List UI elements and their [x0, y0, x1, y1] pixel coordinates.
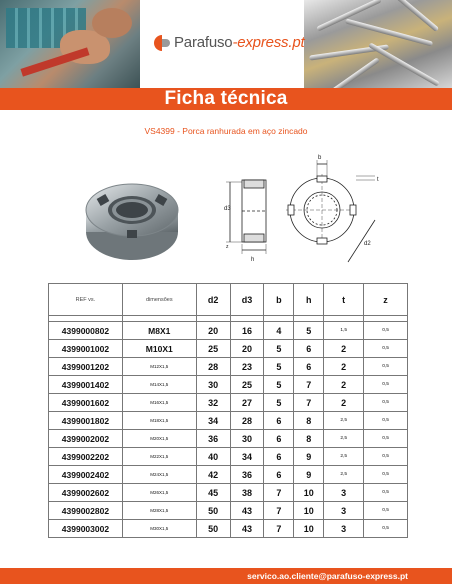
h-cell: 7 — [294, 376, 324, 394]
brand-logo — [154, 34, 304, 51]
d2-cell: 50 — [196, 520, 230, 538]
d3-cell: 20 — [230, 340, 264, 358]
d3-cell: 27 — [230, 394, 264, 412]
header-banner — [0, 0, 452, 88]
d3-cell: 34 — [230, 448, 264, 466]
b-cell: 5 — [264, 394, 294, 412]
brand-name: Parafuso — [174, 34, 233, 51]
z-cell: 0,5 — [364, 448, 408, 466]
dimension-cell: M14X1,5 — [122, 376, 196, 394]
technical-drawing — [220, 150, 390, 275]
t-cell: 2,5 — [324, 466, 364, 484]
footer-bar — [0, 568, 452, 584]
header-d2: d2 — [196, 284, 230, 316]
dimension-cell: M22X1,5 — [122, 448, 196, 466]
ref-cell: 4399003002 — [49, 520, 123, 538]
page-title: Ficha técnica — [164, 88, 288, 109]
t-cell: 3 — [324, 484, 364, 502]
d2-cell: 50 — [196, 502, 230, 520]
title-bar — [0, 88, 452, 110]
t-cell: 2 — [324, 340, 364, 358]
d3-cell: 25 — [230, 376, 264, 394]
z-cell: 0,5 — [364, 484, 408, 502]
t-cell: 2 — [324, 376, 364, 394]
b-cell: 5 — [264, 340, 294, 358]
b-cell: 7 — [264, 484, 294, 502]
t-cell: 2,5 — [324, 448, 364, 466]
table-row — [49, 358, 408, 376]
b-cell: 7 — [264, 520, 294, 538]
z-cell: 0,5 — [364, 394, 408, 412]
d2-cell: 34 — [196, 412, 230, 430]
t-cell: 2 — [324, 358, 364, 376]
d2-cell: 36 — [196, 430, 230, 448]
dimension-cell: M18X1,5 — [122, 412, 196, 430]
h-cell: 9 — [294, 448, 324, 466]
ref-cell: 4399000802 — [49, 322, 123, 340]
table-row — [49, 340, 408, 358]
b-cell: 5 — [264, 358, 294, 376]
z-cell: 0,5 — [364, 466, 408, 484]
h-cell: 8 — [294, 430, 324, 448]
label-d2: d2 — [364, 241, 371, 247]
d3-cell: 36 — [230, 466, 264, 484]
d2-cell: 25 — [196, 340, 230, 358]
b-cell: 6 — [264, 466, 294, 484]
dimension-cell: M28X1,5 — [122, 502, 196, 520]
h-cell: 7 — [294, 394, 324, 412]
product-subtitle: VS4399 - Porca ranhurada em aço zincado — [144, 126, 308, 136]
d2-cell: 40 — [196, 448, 230, 466]
t-cell: 3 — [324, 520, 364, 538]
z-cell: 0,5 — [364, 520, 408, 538]
d3-cell: 28 — [230, 412, 264, 430]
table-header-row — [49, 284, 408, 316]
b-cell: 5 — [264, 376, 294, 394]
dimension-cell: M20X1,5 — [122, 430, 196, 448]
d3-cell: 23 — [230, 358, 264, 376]
b-cell: 6 — [264, 430, 294, 448]
d2-cell: 30 — [196, 376, 230, 394]
brand-icon — [154, 35, 170, 51]
dimension-cell: M24X1,5 — [122, 466, 196, 484]
table-row — [49, 466, 408, 484]
dimension-cell: M12X1,5 — [122, 358, 196, 376]
d2-cell: 20 — [196, 322, 230, 340]
table-row — [49, 520, 408, 538]
h-cell: 8 — [294, 412, 324, 430]
d2-cell: 45 — [196, 484, 230, 502]
d3-cell: 43 — [230, 520, 264, 538]
h-cell: 6 — [294, 358, 324, 376]
ref-cell: 4399002802 — [49, 502, 123, 520]
b-cell: 4 — [264, 322, 294, 340]
nut-photo — [72, 170, 192, 270]
table-row — [49, 484, 408, 502]
h-cell: 5 — [294, 322, 324, 340]
d3-cell: 43 — [230, 502, 264, 520]
header-dimensions: dimensões — [122, 284, 196, 316]
dimension-cell: M16X1,5 — [122, 394, 196, 412]
table-row — [49, 394, 408, 412]
t-cell: 2 — [324, 394, 364, 412]
ref-cell: 4399002202 — [49, 448, 123, 466]
brand-name-accent: -express.pt — [232, 34, 305, 51]
h-cell: 6 — [294, 340, 324, 358]
footer-email[interactable]: servico.ao.cliente@parafuso-express.pt — [247, 571, 408, 581]
d2-cell: 28 — [196, 358, 230, 376]
d2-cell: 42 — [196, 466, 230, 484]
h-cell: 9 — [294, 466, 324, 484]
dimension-cell: M26X1,5 — [122, 484, 196, 502]
ref-cell: 4399002602 — [49, 484, 123, 502]
ref-cell: 4399001602 — [49, 394, 123, 412]
header-d3: d3 — [230, 284, 264, 316]
header-t: t — [324, 284, 364, 316]
table-row — [49, 412, 408, 430]
dimension-cell: M30X1,5 — [122, 520, 196, 538]
t-cell: 3 — [324, 502, 364, 520]
table-row — [49, 448, 408, 466]
label-z: z — [226, 244, 229, 250]
z-cell: 0,5 — [364, 376, 408, 394]
d3-cell: 16 — [230, 322, 264, 340]
dimensions-table — [48, 283, 408, 538]
z-cell: 0,5 — [364, 322, 408, 340]
z-cell: 0,5 — [364, 430, 408, 448]
b-cell: 6 — [264, 412, 294, 430]
table-row — [49, 322, 408, 340]
header-ref: REF vs. — [49, 284, 123, 316]
workshop-photo — [0, 0, 140, 88]
d3-cell: 30 — [230, 430, 264, 448]
ref-cell: 4399002002 — [49, 430, 123, 448]
label-h: h — [251, 257, 255, 263]
dimension-cell: M8X1 — [122, 322, 196, 340]
ref-cell: 4399002402 — [49, 466, 123, 484]
z-cell: 0,5 — [364, 340, 408, 358]
label-t: t — [377, 177, 379, 183]
h-cell: 10 — [294, 520, 324, 538]
b-cell: 7 — [264, 502, 294, 520]
table-row — [49, 502, 408, 520]
t-cell: 1,5 — [324, 322, 364, 340]
d3-cell: 38 — [230, 484, 264, 502]
label-b: b — [318, 155, 322, 161]
z-cell: 0,5 — [364, 502, 408, 520]
table-row — [49, 430, 408, 448]
header-z: z — [364, 284, 408, 316]
t-cell: 2,5 — [324, 430, 364, 448]
d2-cell: 32 — [196, 394, 230, 412]
t-cell: 2,5 — [324, 412, 364, 430]
screws-photo — [304, 0, 452, 88]
ref-cell: 4399001202 — [49, 358, 123, 376]
ref-cell: 4399001402 — [49, 376, 123, 394]
h-cell: 10 — [294, 502, 324, 520]
z-cell: 0,5 — [364, 412, 408, 430]
h-cell: 10 — [294, 484, 324, 502]
dimension-cell: M10X1 — [122, 340, 196, 358]
header-b: b — [264, 284, 294, 316]
header-h: h — [294, 284, 324, 316]
ref-cell: 4399001802 — [49, 412, 123, 430]
table-row — [49, 376, 408, 394]
b-cell: 6 — [264, 448, 294, 466]
label-d3: d3 — [224, 206, 231, 212]
ref-cell: 4399001002 — [49, 340, 123, 358]
z-cell: 0,5 — [364, 358, 408, 376]
